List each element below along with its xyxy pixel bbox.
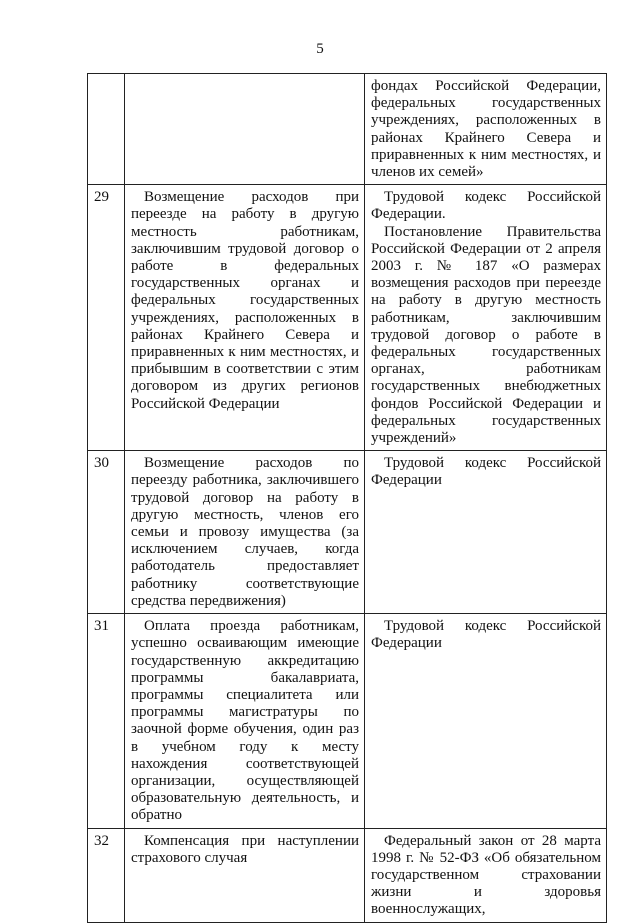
- row-number: 31: [88, 614, 125, 828]
- row-legal-basis: Федеральный закон от 28 марта 1998 г. № 52-ФЗ «Об обязательном государственном страховании жизни и здоровья военнослужащих,: [365, 828, 607, 922]
- row-legal-basis: Трудовой кодекс Российской Федерации: [365, 451, 607, 614]
- table-row: [88, 451, 607, 614]
- page-number: 5: [316, 41, 324, 57]
- row-description: Возмещение расходов при переезде на работу в другую местность работникам, заключившим трудовой договор о работе в федеральных государственных органах и федеральных государственных учреждениях, расположенных в районах Крайнего Севера и приравненных к ним местностях, и прибывшим в соответствии с этим договором из других регионов Российской Федерации: [125, 185, 365, 451]
- row-legal-basis: Трудовой кодекс Российской Федерации. Постановление Правительства Российской Федерации от 2 апреля 2003 г. № 187 «О размерах возмещения расходов при переезде на работу в другую местность работникам, заключившим трудовой договор о работе в федеральных государственных органах, работникам государственных внебюджетных фондов Российской Федерации и федеральных государственных учреждений»: [365, 185, 607, 451]
- row-number: 30: [88, 451, 125, 614]
- row-description: Компенсация при наступлении страхового случая: [125, 828, 365, 922]
- row-legal-basis: Трудовой кодекс Российской Федерации: [365, 614, 607, 828]
- row-legal-basis: фондах Российской Федерации, федеральных государственных учреждениях, расположенных в районах Крайнего Севера и приравненных к ним местностях, и членов их семей»: [365, 74, 607, 185]
- table-row: [88, 185, 607, 451]
- row-description: Оплата проезда работникам, успешно осваивающим имеющие государственную аккредитацию программы бакалавриата, программы специалитета или программы магистратуры по заочной форме обучения, один раз в учебном году к месту нахождения соответствующей организации, осуществляющей образовательную деятельность, и обратно: [125, 614, 365, 828]
- row-number: [88, 74, 125, 185]
- row-number: 29: [88, 185, 125, 451]
- row-description: [125, 74, 365, 185]
- table-row: [88, 614, 607, 828]
- table-row: [88, 828, 607, 922]
- table-row: [88, 74, 607, 185]
- row-number: 32: [88, 828, 125, 922]
- row-description: Возмещение расходов по переезду работника, заключившего трудовой договор на работу в другую местность, членов его семьи и провозу имущества (за исключением случаев, когда работодатель предоставляет работнику соответствующие средства передвижения): [125, 451, 365, 614]
- benefits-table: [87, 73, 607, 923]
